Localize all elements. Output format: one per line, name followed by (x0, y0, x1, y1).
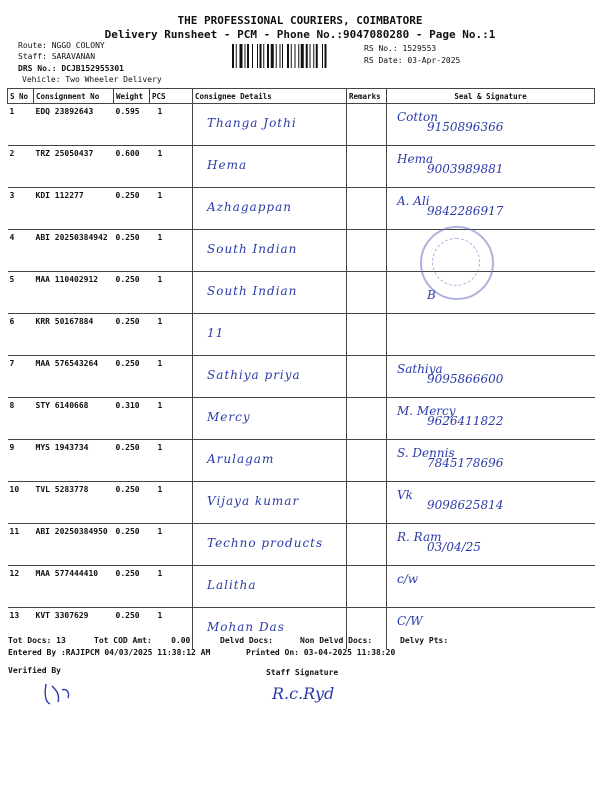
row-consignee (193, 398, 347, 440)
row-consignee (193, 482, 347, 524)
row-remarks (347, 566, 387, 608)
row-sno: 3 (8, 188, 34, 230)
barcode-bar (295, 44, 296, 68)
row-signature (387, 356, 595, 398)
row-remarks (347, 356, 387, 398)
barcode-bar (313, 44, 314, 68)
barcode-bar (301, 44, 304, 68)
tot-docs: Tot Docs: 13 (8, 636, 66, 645)
row-pcs: 1 (150, 146, 193, 188)
consignee-handwriting: Lalitha (207, 578, 257, 592)
row-pcs: 1 (150, 440, 193, 482)
signature-phone-handwriting: 9150896366 (427, 120, 504, 134)
route-label: Route: NGGO COLONY (18, 41, 105, 50)
row-consignee (193, 146, 347, 188)
runsheet-subtitle: Delivery Runsheet - PCM - Phone No.:9047080280 - Page No.:1 (104, 28, 496, 41)
table-row (8, 104, 595, 146)
signature-handwriting: Vk (397, 488, 413, 502)
barcode-bar (287, 44, 289, 68)
signature-phone-handwriting: 03/04/25 (427, 540, 481, 554)
row-consignee (193, 524, 347, 566)
row-signature (387, 524, 595, 566)
consignee-handwriting: Sathiya priya (207, 368, 301, 382)
row-sno: 8 (8, 398, 34, 440)
row-pcs: 1 (150, 188, 193, 230)
row-signature (387, 104, 595, 146)
company-seal-stamp (420, 226, 494, 300)
signature-handwriting: C/W (397, 614, 423, 628)
row-weight: 0.250 (114, 230, 150, 272)
row-consignment-no: EDQ 23892643 (34, 104, 114, 146)
row-signature (387, 398, 595, 440)
barcode-bar (267, 44, 269, 68)
table-row (8, 566, 595, 608)
consignee-handwriting: Mohan Das (207, 620, 285, 634)
row-consignee (193, 104, 347, 146)
consignee-handwriting: Techno products (207, 536, 324, 550)
signature-handwriting: R. Ram (397, 530, 442, 544)
col-weight: Weight (114, 89, 150, 104)
row-sno: 1 (8, 104, 34, 146)
tot-cod-amt: Tot COD Amt: 0.00 (94, 636, 191, 645)
row-weight: 0.250 (114, 566, 150, 608)
verified-by: Verified By (8, 666, 61, 675)
row-sno: 7 (8, 356, 34, 398)
row-consignee (193, 314, 347, 356)
row-sno: 4 (8, 230, 34, 272)
delvd-docs: Delvd Docs: (220, 636, 273, 645)
table-row (8, 440, 595, 482)
entered-by: Entered By :RAJIPCM 04/03/2025 11:38:12 AM (8, 648, 211, 657)
consignee-handwriting: Vijaya kumar (207, 494, 300, 508)
row-consignment-no: TVL 5283778 (34, 482, 114, 524)
row-sno: 10 (8, 482, 34, 524)
consignee-handwriting: Mercy (207, 410, 251, 424)
consignee-handwriting: 11 (207, 326, 225, 340)
col-sno: S No (8, 89, 34, 104)
signature-phone-handwriting: 9842286917 (427, 204, 504, 218)
barcode-bar (232, 44, 234, 68)
row-weight: 0.600 (114, 146, 150, 188)
row-signature (387, 566, 595, 608)
row-weight: 0.250 (114, 482, 150, 524)
row-pcs: 1 (150, 566, 193, 608)
row-consignment-no: MAA 110402912 (34, 272, 114, 314)
consignee-handwriting: Thanga Jothi (207, 116, 297, 130)
row-remarks (347, 398, 387, 440)
row-weight: 0.250 (114, 188, 150, 230)
row-signature (387, 440, 595, 482)
signature-phone-handwriting: 9098625814 (427, 498, 504, 512)
row-consignee (193, 230, 347, 272)
row-consignee (193, 440, 347, 482)
row-consignment-no: KRR 50167884 (34, 314, 114, 356)
barcode-bar (310, 44, 311, 68)
table-row (8, 482, 595, 524)
col-remarks: Remarks (347, 89, 387, 104)
row-consignment-no: KDI 112277 (34, 188, 114, 230)
row-consignment-no: MAA 576543264 (34, 356, 114, 398)
row-weight: 0.250 (114, 608, 150, 650)
staff-signature-label: Staff Signature (266, 668, 339, 677)
consignee-handwriting: Azhagappan (207, 200, 292, 214)
delvy-pts: Delvy Pts: (400, 636, 449, 645)
barcode-bar (306, 44, 308, 68)
signature-phone-handwriting: 7845178696 (427, 456, 504, 470)
row-consignee (193, 188, 347, 230)
row-remarks (347, 272, 387, 314)
row-weight: 0.250 (114, 524, 150, 566)
signature-phone-handwriting: 9095866600 (427, 372, 504, 386)
col-pcs: PCS (150, 89, 193, 104)
row-weight: 0.250 (114, 314, 150, 356)
row-consignee (193, 356, 347, 398)
row-pcs: 1 (150, 608, 193, 650)
barcode-bar (240, 44, 243, 68)
consignee-handwriting: Arulagam (207, 452, 275, 466)
signature-handwriting: Hema (397, 152, 434, 166)
signature-handwriting: c/w (397, 572, 419, 586)
company-title: THE PROFESSIONAL COURIERS, COIMBATORE (177, 14, 423, 27)
row-consignee (193, 272, 347, 314)
row-remarks (347, 230, 387, 272)
drs-number: DRS No.: DCJB152955301 (18, 64, 124, 73)
table-row (8, 272, 595, 314)
row-signature (387, 146, 595, 188)
table-row (8, 188, 595, 230)
table-row (8, 230, 595, 272)
row-signature (387, 482, 595, 524)
barcode-bar (271, 44, 274, 68)
barcode-bar (325, 44, 327, 68)
row-weight: 0.310 (114, 398, 150, 440)
barcode-bar (276, 44, 277, 68)
row-sno: 12 (8, 566, 34, 608)
barcode-bar (291, 44, 292, 68)
staff-label: Staff: SARAVANAN (18, 52, 96, 61)
row-remarks (347, 482, 387, 524)
barcode-bar (257, 44, 258, 68)
row-pcs: 1 (150, 356, 193, 398)
barcode-bar (316, 44, 318, 68)
row-remarks (347, 104, 387, 146)
barcode-bar (245, 44, 246, 68)
consignee-handwriting: South Indian (207, 284, 298, 298)
consignee-handwriting: Hema (207, 158, 248, 172)
barcode-bar (280, 44, 281, 68)
barcode-bar (247, 44, 249, 68)
row-remarks (347, 440, 387, 482)
row-sno: 2 (8, 146, 34, 188)
runsheet-table (7, 88, 595, 649)
row-remarks (347, 188, 387, 230)
col-consignee: Consignee Details (193, 89, 347, 104)
barcode-bar (236, 44, 237, 68)
row-remarks (347, 146, 387, 188)
signature-handwriting: S. Dennis (397, 446, 455, 460)
row-signature (387, 188, 595, 230)
row-consignment-no: ABI 20250384942 (34, 230, 114, 272)
table-row (8, 314, 595, 356)
barcode-bar (260, 44, 262, 68)
table-row (8, 524, 595, 566)
row-consignment-no: TRZ 25050437 (34, 146, 114, 188)
row-remarks (347, 314, 387, 356)
barcode-icon (232, 44, 356, 68)
consignee-handwriting: South Indian (207, 242, 298, 256)
row-pcs: 1 (150, 524, 193, 566)
row-consignment-no: STY 6140668 (34, 398, 114, 440)
row-sno: 11 (8, 524, 34, 566)
row-weight: 0.250 (114, 272, 150, 314)
row-consignment-no: MAA 577444410 (34, 566, 114, 608)
signature-phone-handwriting: 9003989881 (427, 162, 504, 176)
row-weight: 0.595 (114, 104, 150, 146)
row-weight: 0.250 (114, 356, 150, 398)
signature-handwriting: A. Ali (397, 194, 430, 208)
rs-number: RS No.: 1529553 (364, 44, 437, 53)
row-pcs: 1 (150, 272, 193, 314)
row-remarks (347, 524, 387, 566)
non-delvd-docs: Non Delvd Docs: (300, 636, 373, 645)
table-header-row (8, 89, 595, 104)
row-pcs: 1 (150, 398, 193, 440)
barcode-bar (322, 44, 323, 68)
table-row (8, 398, 595, 440)
row-pcs: 1 (150, 104, 193, 146)
col-seal-signature: Seal & Signature (387, 89, 595, 104)
rs-date: RS Date: 03-Apr-2025 (364, 56, 461, 65)
row-pcs: 1 (150, 230, 193, 272)
signature-phone-handwriting: 9626411822 (427, 414, 504, 428)
row-sno: 13 (8, 608, 34, 650)
row-consignment-no: ABI 20250384950 (34, 524, 114, 566)
vehicle-label: Vehicle: Two Wheeler Delivery (22, 75, 162, 84)
signature-handwriting: Sathiya (397, 362, 443, 376)
verified-by-signature-icon (40, 680, 80, 708)
row-consignment-no: MYS 1943734 (34, 440, 114, 482)
signature-handwriting: M. Mercy (397, 404, 456, 418)
row-sno: 5 (8, 272, 34, 314)
signature-phone-handwriting: B (427, 288, 436, 302)
staff-handwritten-signature: R.c.Ryd (272, 684, 335, 703)
row-weight: 0.250 (114, 440, 150, 482)
table-row (8, 146, 595, 188)
barcode-bar (282, 44, 283, 68)
row-sno: 9 (8, 440, 34, 482)
row-pcs: 1 (150, 482, 193, 524)
printed-on: Printed On: 03-04-2025 11:38:20 (246, 648, 396, 657)
table-row (8, 356, 595, 398)
row-signature (387, 314, 595, 356)
barcode-bar (263, 44, 264, 68)
barcode-bar (298, 44, 299, 68)
row-consignment-no: KVT 3307629 (34, 608, 114, 650)
row-consignee (193, 566, 347, 608)
barcode-bar (252, 44, 253, 68)
col-consignment: Consignment No (34, 89, 114, 104)
row-sno: 6 (8, 314, 34, 356)
row-pcs: 1 (150, 314, 193, 356)
signature-handwriting: Cotton (397, 110, 439, 124)
